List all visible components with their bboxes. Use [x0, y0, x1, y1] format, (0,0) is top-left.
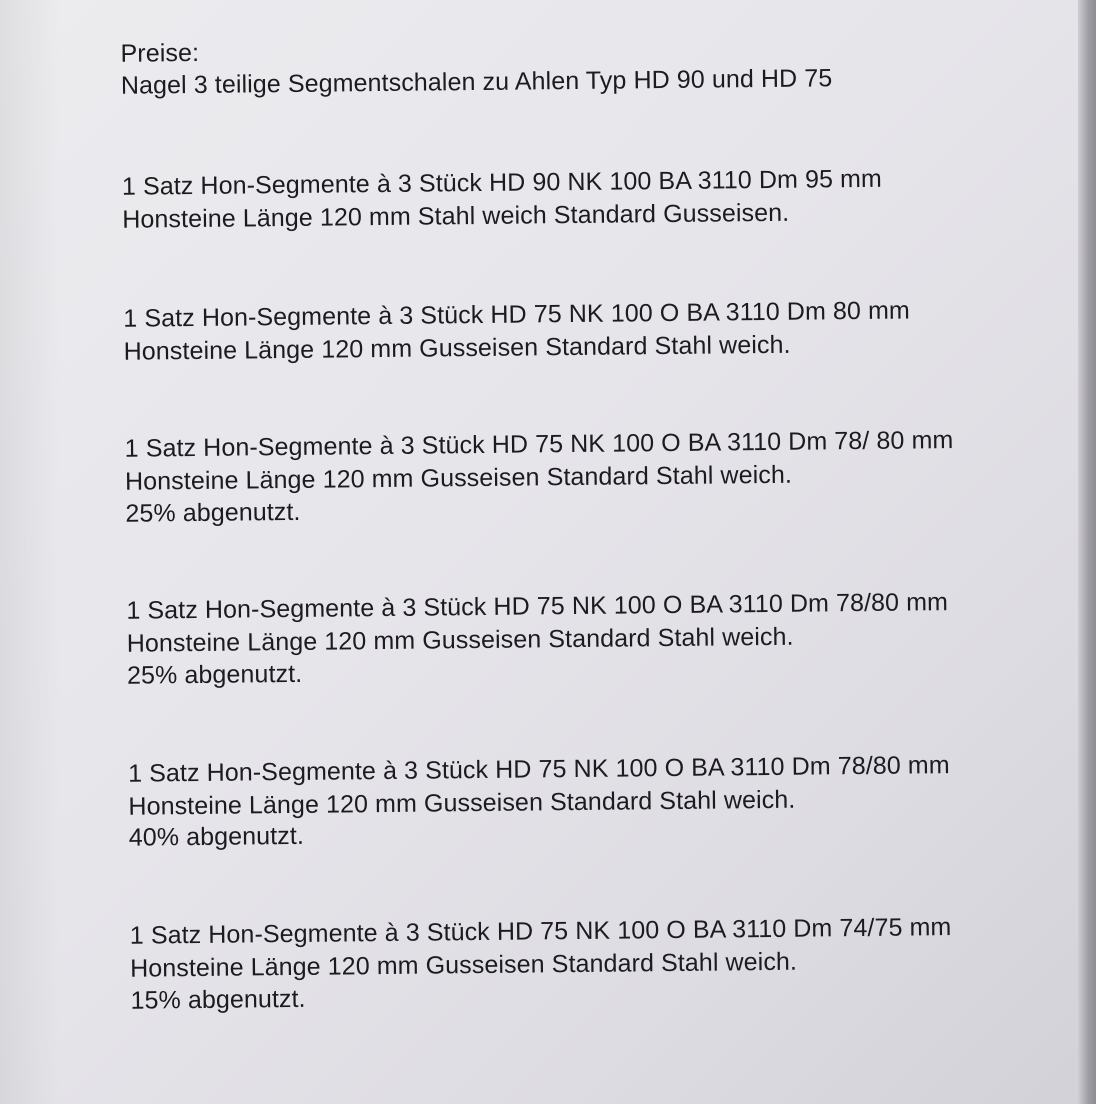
item-wear: 15% abgenutzt. [130, 984, 306, 1015]
item-description: 1 Satz Hon-Segmente à 3 Stück HD 75 NK 100 O BA 3110 Dm 78/ 80 mm [124, 426, 954, 463]
document-heading: Preise: [120, 38, 200, 68]
item-description: 1 Satz Hon-Segmente à 3 Stück HD 75 NK 100 O BA 3110 Dm 74/75 mm [129, 913, 952, 950]
item-description: 1 Satz Hon-Segmente à 3 Stück HD 75 NK 100 O BA 3110 Dm 78/80 mm [127, 751, 950, 788]
item-detail: Honsteine Länge 120 mm Gusseisen Standard Stahl weich. [126, 622, 794, 658]
item-wear: 40% abgenutzt. [128, 821, 305, 852]
item-detail: Honsteine Länge 120 mm Gusseisen Standard Stahl weich. [128, 785, 796, 821]
paper-edge [1078, 0, 1096, 1104]
item-wear: 25% abgenutzt. [125, 497, 301, 528]
item-description: 1 Satz Hon-Segmente à 3 Stück HD 90 NK 100 BA 3110 Dm 95 mm [121, 164, 883, 201]
item-detail: Honsteine Länge 120 mm Gusseisen Standard Stahl weich. [124, 460, 793, 496]
item-description: 1 Satz Hon-Segmente à 3 Stück HD 75 NK 100 O BA 3110 Dm 78/80 mm [126, 588, 949, 625]
document-subheading: Nagel 3 teilige Segmentschalen zu Ahlen Typ HD 90 und HD 75 [120, 64, 833, 100]
item-wear: 25% abgenutzt. [126, 659, 303, 690]
item-detail: Honsteine Länge 120 mm Gusseisen Standard Stahl weich. [123, 330, 791, 366]
item-detail: Honsteine Länge 120 mm Stahl weich Standard Gusseisen. [122, 198, 790, 234]
item-description: 1 Satz Hon-Segmente à 3 Stück HD 75 NK 100 O BA 3110 Dm 80 mm [123, 296, 911, 333]
item-detail: Honsteine Länge 120 mm Gusseisen Standard Stahl weich. [130, 947, 798, 983]
